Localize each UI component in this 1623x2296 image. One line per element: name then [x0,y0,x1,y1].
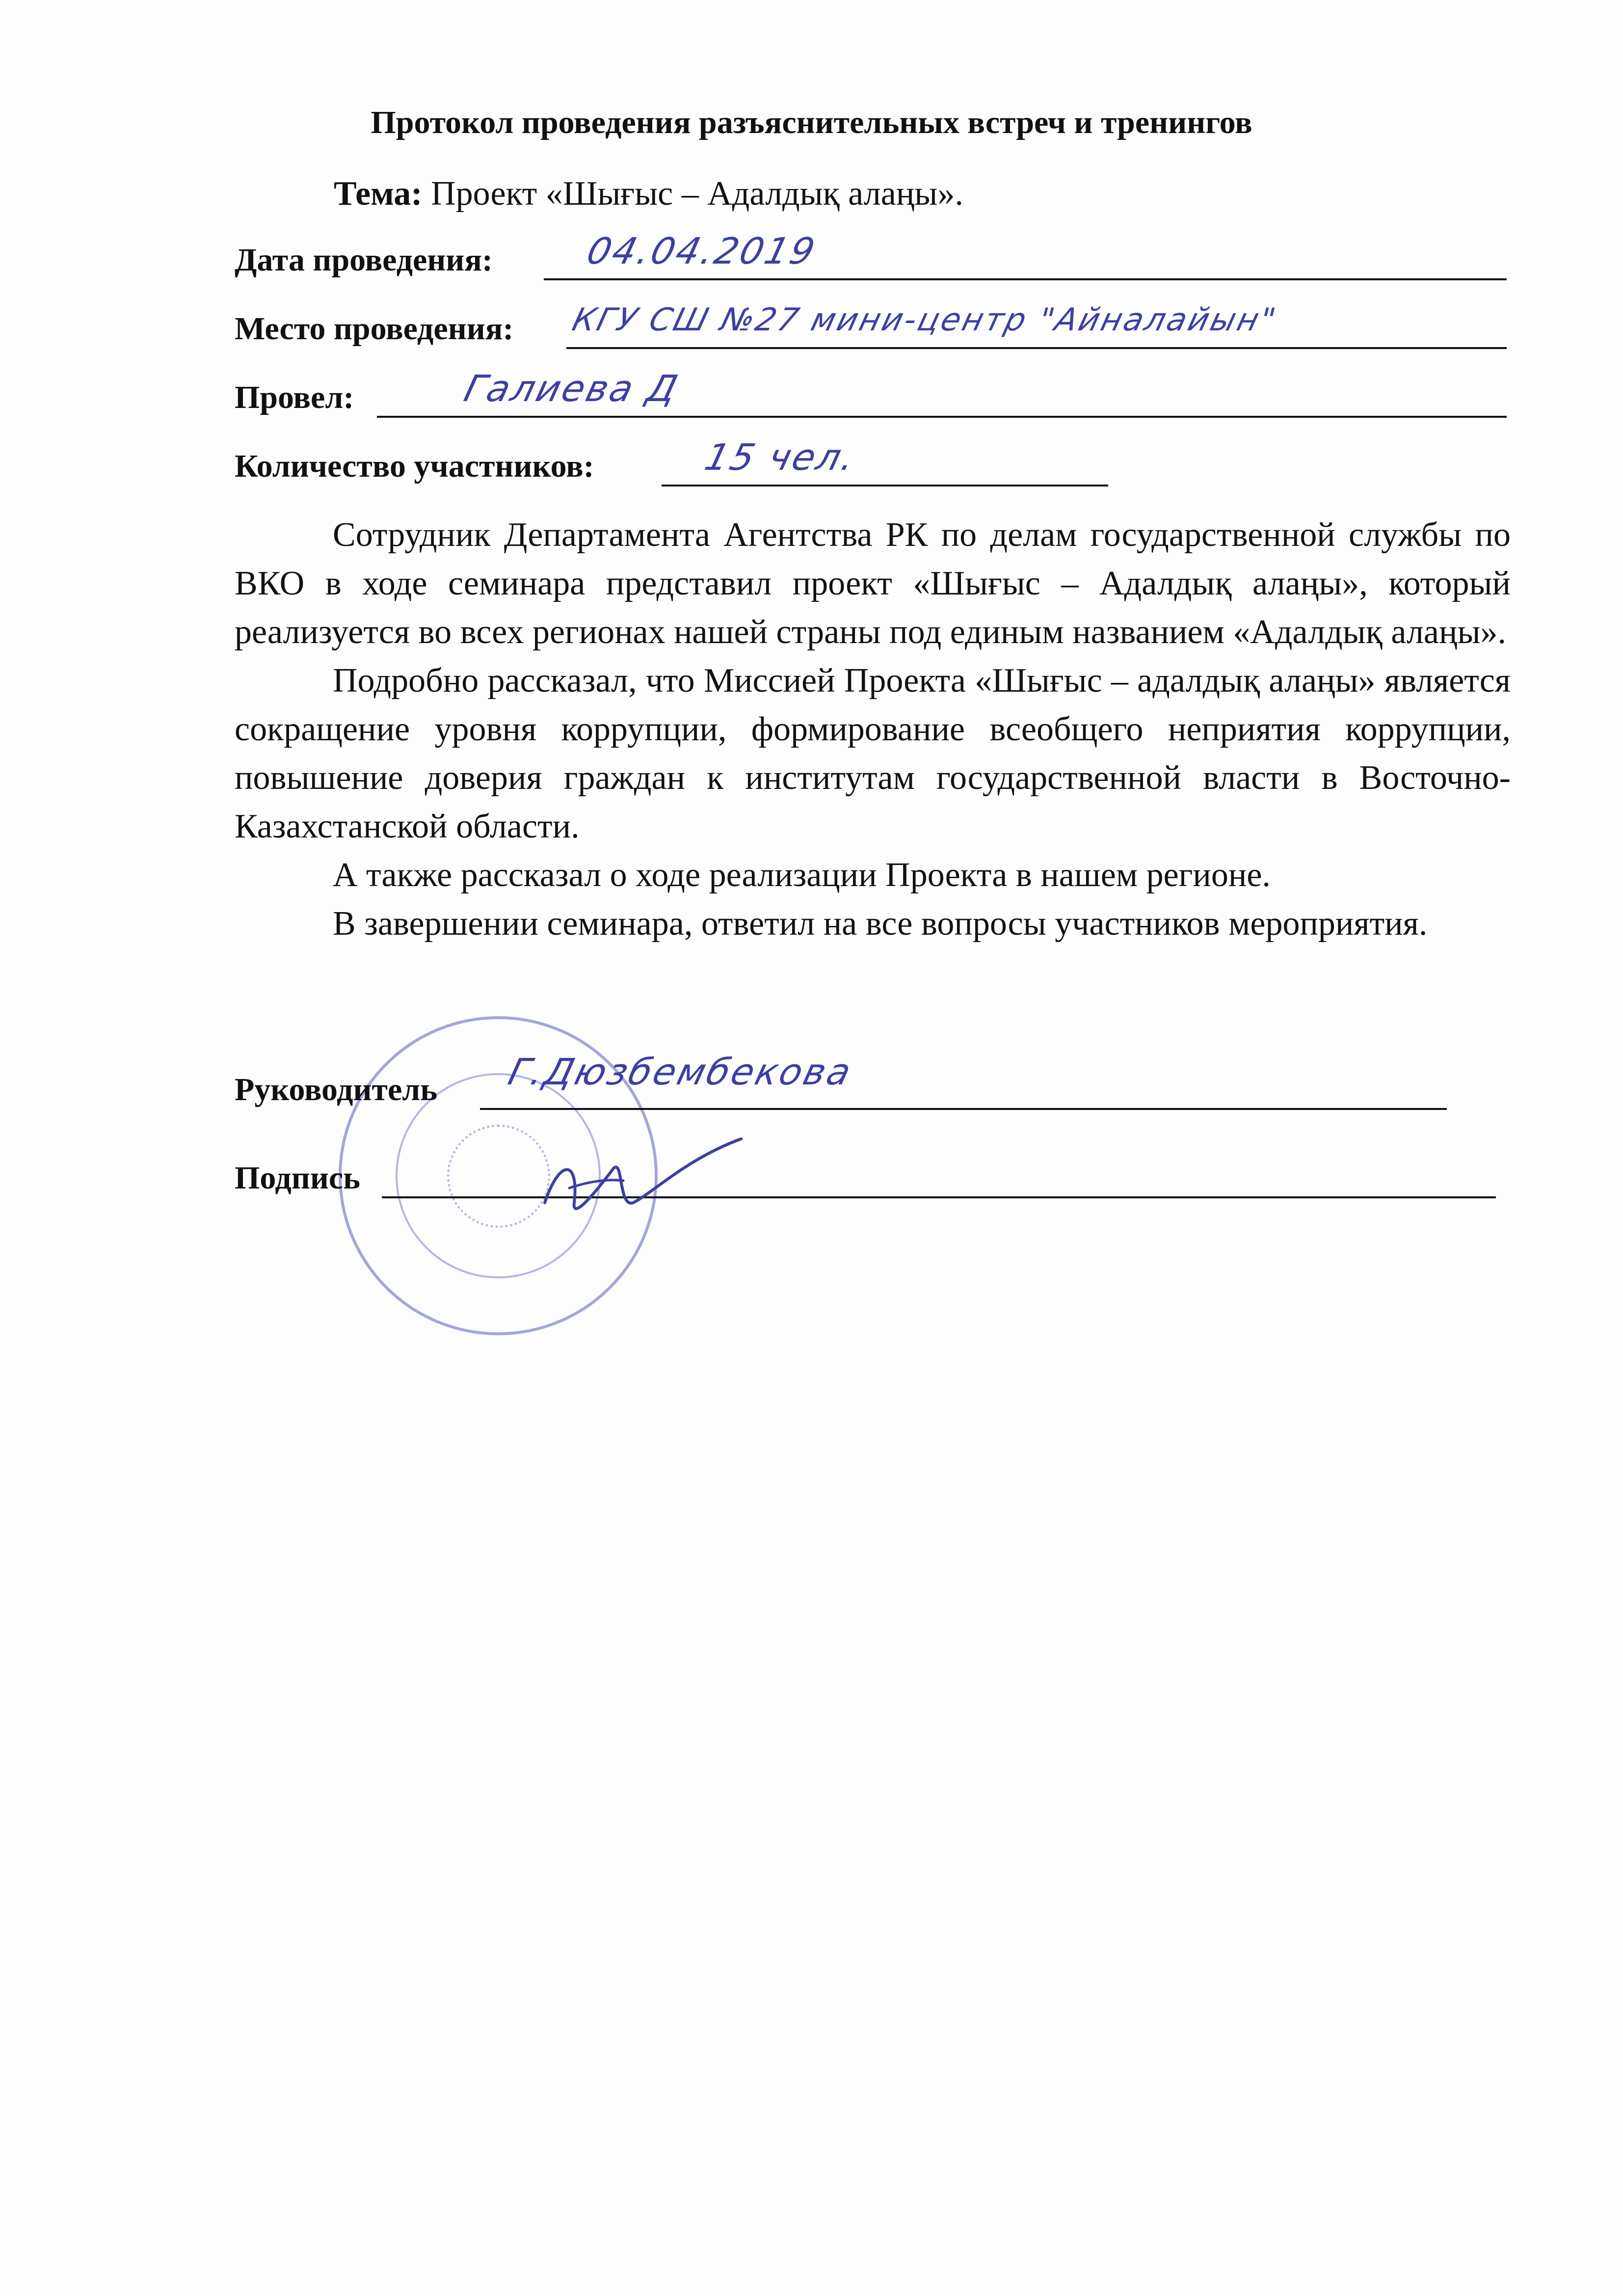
participants-field [235,436,1108,493]
signature-scribble-icon [540,1129,746,1227]
body-text [235,511,1511,948]
participants-underline [662,485,1108,486]
date-underline [544,278,1507,280]
date-field [235,230,1507,287]
place-underline [566,347,1507,349]
conducted-field [235,368,1507,425]
participants-label: Количество участников: [235,448,594,484]
conducted-underline [377,416,1507,418]
head-underline [480,1108,1447,1110]
date-handwritten: 04.04.2019 [583,230,821,272]
place-handwritten: КГУ СШ №27 мини-центр "Айналайын" [568,302,1281,338]
date-label: Дата проведения: [235,242,493,278]
paragraph: В завершении семинара, ответил на все вопросы участников мероприятия. [333,905,1428,943]
paragraph: Подробно рассказал, что Миссией Проекта «Шығыс – адалдық алаңы» является сокращение уровня коррупции, формирование всеобщего неприятия коррупции, повышение доверия граждан к институтам государственной власти в Восточно-Казахстанской области. [235,662,1511,845]
signature-label: Подпись [235,1160,361,1196]
topic-value: Проект «Шығыс – Адалдық алаңы». [422,175,963,213]
participants-handwritten: 15 чел. [700,436,861,479]
head-handwritten: Г.Дюзбембекова [504,1051,857,1093]
conducted-label: Провел: [235,379,354,415]
paragraph: А также рассказал о ходе реализации Проекта в нашем регионе. [333,856,1271,894]
signature-field [235,1156,1496,1205]
head-label: Руководитель [235,1072,438,1107]
place-label: Место проведения: [235,311,514,347]
topic-line [334,172,963,216]
paragraph: Сотрудник Департамента Агентства РК по делам государственной службы по ВКО в ходе семинара представил проект «Шығыс – Адалдық алаңы», который реализуется во всех регионах нашей страны под единым названием «Адалдық алаңы». [235,516,1511,651]
head-field [235,1051,1447,1117]
conducted-handwritten: Галиева Д [460,368,684,410]
document-title: Протокол проведения разъяснительных встреч и тренингов [371,105,1252,140]
topic-label: Тема: [334,175,423,213]
place-field [235,302,1507,356]
